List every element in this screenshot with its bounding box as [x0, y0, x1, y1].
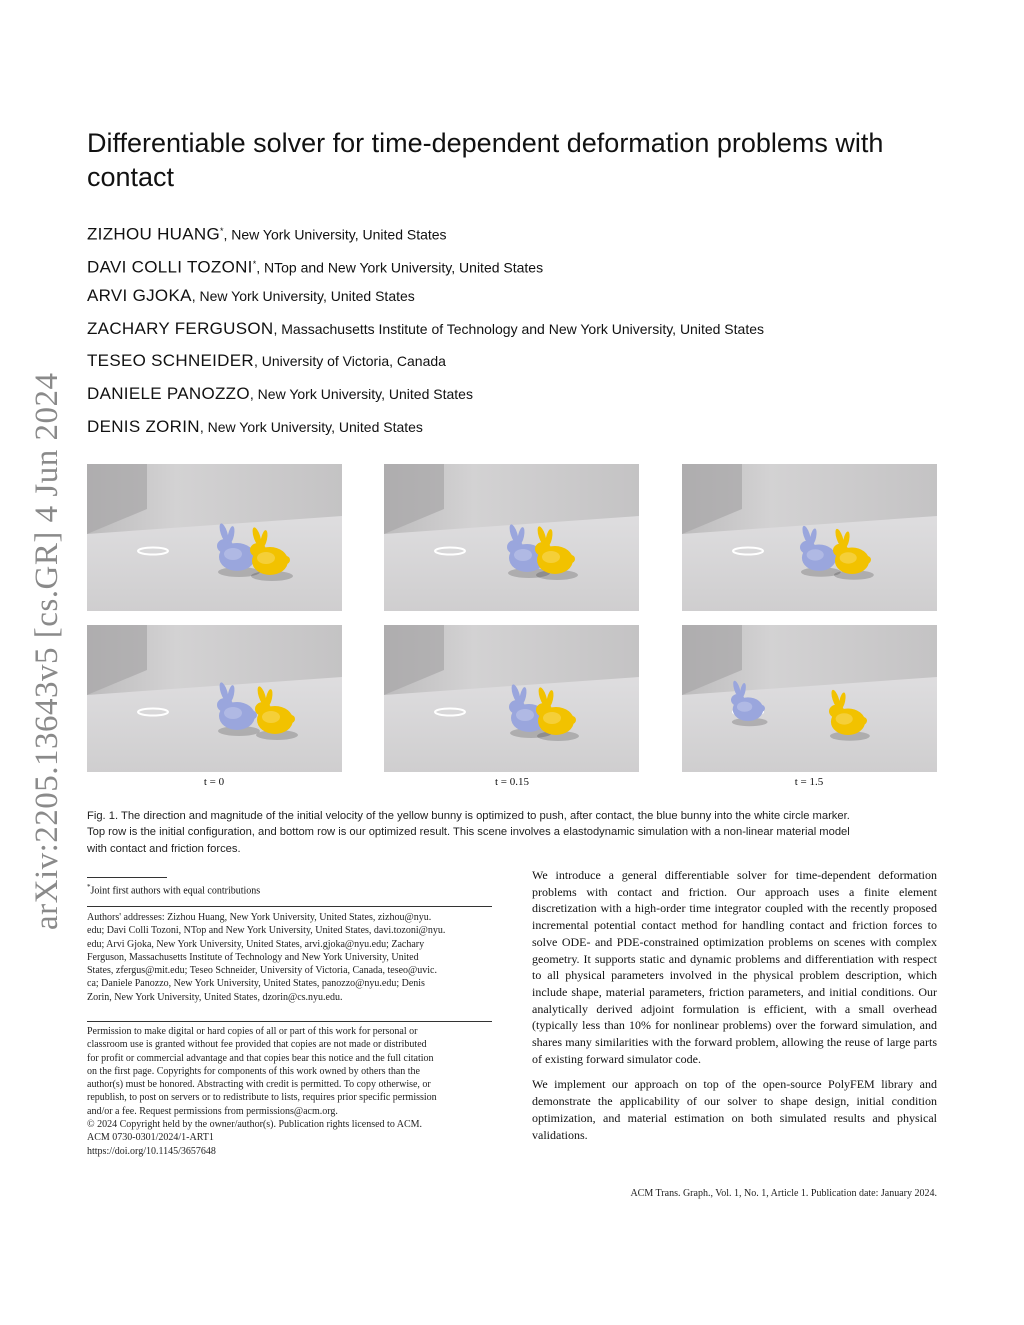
author-line	[87, 251, 957, 284]
copyright-line: © 2024 Copyright held by the owner/author(s). Publication rights licensed to ACM.	[87, 1119, 423, 1131]
footnote-mark: *	[87, 883, 91, 891]
author-affiliation: , University of Victoria, Canada	[253, 353, 446, 370]
author-affiliation: , New York University, United States	[191, 288, 415, 305]
author-name: DANIELE PANOZZO	[87, 383, 250, 403]
author-line	[87, 348, 957, 381]
caption-line: with contact and friction forces.	[87, 842, 241, 855]
address-line: Authors' addresses: Zizhou Huang, New York University, United States, zizhou@nyu.	[87, 912, 432, 923]
figure-panel-optimized-t15	[682, 625, 937, 772]
footnote-text: Joint first authors with equal contributions	[90, 885, 261, 897]
doi-link[interactable]: https://doi.org/10.1145/3657648	[87, 1145, 216, 1157]
author-affiliation: , Massachusetts Institute of Technology and New York University, United States	[273, 320, 764, 337]
caption-line: Fig. 1. The direction and magnitude of the initial velocity of the yellow bunny is optimized to push, after contact, the blue bunny into the white circle marker.	[87, 810, 850, 822]
permission-line: and/or a fee. Request permissions from permissions@acm.org.	[87, 1105, 338, 1117]
author-affiliation: , New York University, United States	[223, 226, 447, 243]
abstract	[532, 867, 937, 1143]
address-line: ca; Daniele Panozzo, New York University, United States, panozzo@nyu.edu; Denis	[87, 978, 425, 990]
permission-line: author(s) must be honored. Abstracting with credit is permitted. To copy otherwise, or	[87, 1079, 431, 1091]
permissions-divider	[87, 1021, 492, 1022]
author-mark: *	[252, 258, 257, 269]
author-line	[87, 316, 957, 349]
acm-id-line: ACM 0730-0301/2024/1-ART1	[87, 1132, 214, 1144]
permissions-block	[87, 1025, 492, 1158]
footnote	[87, 881, 497, 897]
address-line: edu; Davi Colli Tozoni, NTop and New York University, United States, davi.tozoni@nyu.	[87, 925, 446, 937]
address-line: Ferguson, Massachusetts Institute of Technology and New York University, United	[87, 951, 419, 963]
time-label: t = 0	[203, 776, 225, 788]
footnote-divider	[87, 877, 167, 878]
figure-panel-initial-t0	[87, 464, 342, 611]
author-affiliation: , New York University, United States	[249, 385, 473, 402]
permission-line: republish, to post on servers or to redistribute to lists, requires prior specific permission	[87, 1092, 437, 1104]
author-name: ARVI GJOKA	[87, 286, 192, 306]
author-addresses	[87, 911, 492, 1004]
addresses-divider	[87, 906, 492, 907]
figure-caption	[87, 808, 937, 857]
abstract-paragraph: We introduce a general differentiable solver for time-dependent deformation problems with contact and friction. Our approach uses a finite element discretization with a high-order time integrator coupled with the recently proposed incremental potential contact method for handling contact and friction forces to solve ODE- and PDE-constrained optimization problems on scenes with complex geometry. It supports static and dynamic problems and differentiation with respect to all physical parameters involved in the physical problem description, which include shape, material parameters, friction parameters, and initial conditions. Our analytically derived adjoint formulation is efficient, with a small overhead (typically less than 10% for nonlinear problems) over the forward simulation, and shares many similarities with the forward problem, allowing the reuse of large parts of existing forward simulator code.	[532, 868, 937, 1066]
figure-panel-optimized-t015	[384, 625, 639, 772]
abstract-paragraph: We implement our approach on top of the open-source PolyFEM library and demonstrate the applicability of our solver to shape design, initial condition optimization, and material estimation on both simulated results and physical validations.	[532, 1077, 937, 1142]
author-affiliation: , New York University, United States	[199, 418, 423, 435]
address-line: edu; Arvi Gjoka, New York University, United States, arvi.gjoka@nyu.edu; Zachary	[87, 938, 425, 950]
author-name: ZACHARY FERGUSON	[87, 318, 274, 338]
author-line	[87, 283, 957, 316]
address-line: States, zfergus@mit.edu; Teseo Schneider, University of Victoria, Canada, teseo@uvic.	[87, 965, 437, 977]
address-line: Zorin, New York University, United States, dzorin@cs.nyu.edu.	[87, 991, 343, 1003]
caption-line: Top row is the initial configuration, and bottom row is our optimized result. This scene involves a elastodynamic simulation with a non-linear material model	[87, 826, 850, 839]
time-label: t = 0.15	[494, 776, 530, 788]
author-line	[87, 218, 957, 251]
permission-line: Permission to make digital or hard copies of all or part of this work for personal or	[87, 1026, 418, 1037]
author-affiliation: , NTop and New York University, United States	[256, 259, 544, 276]
author-mark: *	[219, 226, 224, 236]
time-label: t = 1.5	[794, 776, 824, 788]
author-line	[87, 414, 957, 447]
permission-line: for profit or commercial advantage and that copies bear this notice and the full citation	[87, 1052, 434, 1064]
author-name: TESEO SCHNEIDER	[87, 351, 254, 371]
permission-line: on the first page. Copyrights for components of this work owned by others than the	[87, 1065, 420, 1077]
author-list	[87, 218, 957, 446]
author-name: DAVI COLLI TOZONI	[87, 257, 253, 277]
figure-panel-optimized-t0	[87, 625, 342, 772]
permission-line: classroom use is granted without fee provided that copies are not made or distributed	[87, 1039, 427, 1051]
author-name: ZIZHOU HUANG	[87, 224, 220, 244]
paper-title: Differentiable solver for time-dependent deformation problems with contact	[87, 128, 884, 192]
figure-panel-initial-t015	[384, 464, 639, 611]
time-labels	[87, 776, 937, 792]
author-name: DENIS ZORIN	[87, 416, 200, 436]
running-footer: ACM Trans. Graph., Vol. 1, No. 1, Article 1. Publication date: January 2024.	[630, 1188, 937, 1199]
author-line	[87, 381, 957, 414]
figure-panel-initial-t15	[682, 464, 937, 611]
teaser-figure	[87, 464, 937, 772]
arxiv-stamp: arXiv:2205.13643v5 [cs.GR] 4 Jun 2024	[29, 372, 65, 930]
